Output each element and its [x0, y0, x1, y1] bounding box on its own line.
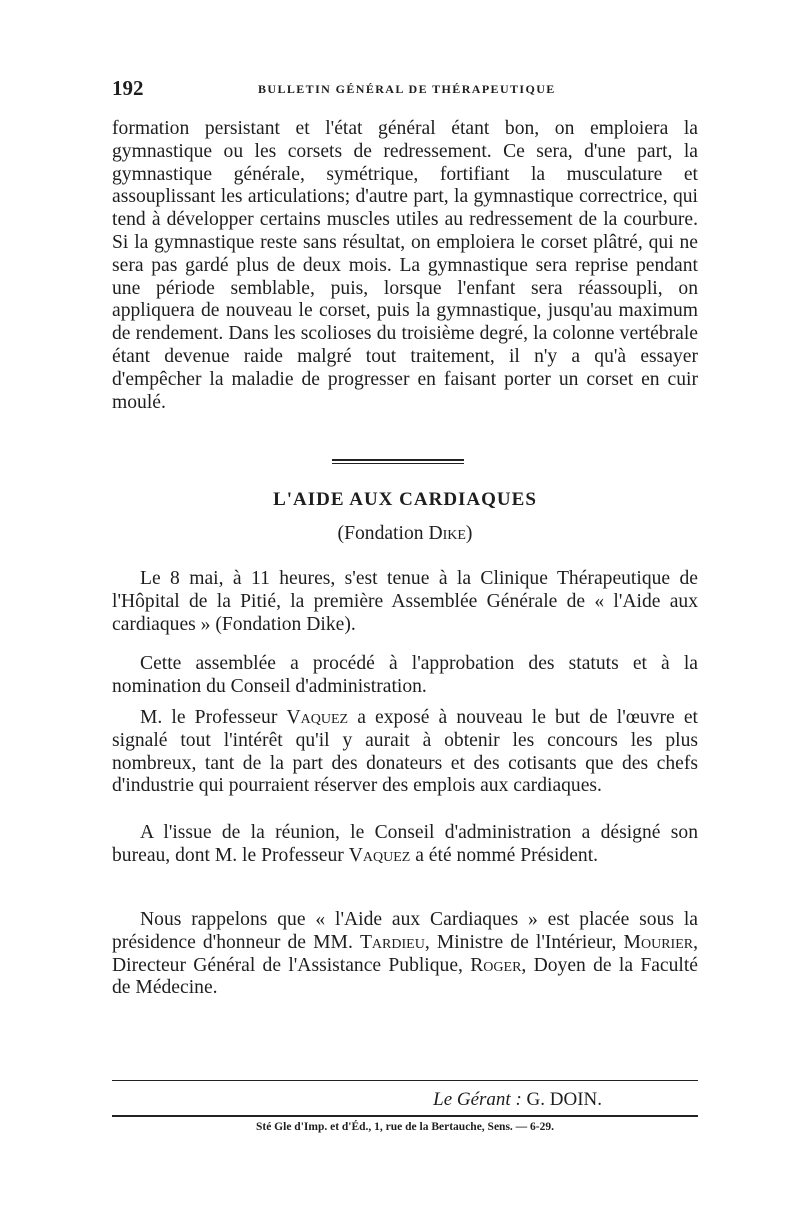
subtitle-name: Dike [428, 523, 466, 544]
printer-imprint: Sté Gle d'Imp. et d'Éd., 1, rue de la Bertauche, Sens. — 6-29. [255, 1121, 555, 1133]
page-number: 192 [112, 76, 144, 100]
gerant-label: Le Gérant : [433, 1089, 522, 1110]
paragraph-bureau [112, 822, 698, 868]
p6-text-c: , Directeur Général de l'Assistance Publique, [112, 931, 698, 976]
paragraph-vaquez [112, 707, 698, 798]
footer-rule-top [112, 1080, 698, 1081]
paragraph-assembly: Le 8 mai, à 11 heures, s'est tenue à la Clinique Thérapeutique de l'Hôpital de la Pitié, la première Assemblée Générale de « l'Aide aux cardiaques » (Fondation Dike). [112, 568, 698, 635]
subtitle-open: (Fondation [337, 523, 429, 544]
p6-text-b: , Ministre de l'Intérieur, [424, 931, 624, 953]
section-subtitle [112, 523, 698, 545]
section-title: L'AIDE AUX CARDIAQUES [273, 489, 537, 510]
gerant-line [112, 1089, 602, 1111]
p5-name: Vaquez [348, 844, 411, 866]
p6-name-mourier: Mourier [623, 931, 694, 953]
p6-name-roger: Roger [470, 954, 522, 976]
p6-text-a: Nous rappelons que « l'Aide aux Cardiaques » est placée sous la présidence d'honneur de MM. [112, 909, 698, 953]
p4-name: Vaquez [286, 707, 349, 728]
section-divider [332, 459, 464, 464]
paragraph-approval: Cette assemblée a procédé à l'approbation des statuts et à la nomination du Conseil d'administration. [112, 653, 698, 697]
page-header [112, 76, 692, 102]
subtitle-close: ) [465, 523, 473, 544]
p6-text-d: , Doyen de la Faculté de Médecine. [112, 954, 698, 999]
p4-text-a: M. le Professeur [140, 707, 287, 728]
p5-text-b: a été nommé Président. [410, 844, 599, 866]
p4-text-b: a exposé à nouveau le but de l'œuvre et signalé tout l'intérêt qu'il y aurait à obtenir les concours les plus nombreux, tant de la part des donateurs et des cotisants que des chefs d'industrie qui pourraient réserver des emplois aux cardiaques. [112, 707, 698, 797]
paragraph-presidency [112, 909, 698, 1000]
p5-text-a: A l'issue de la réunion, le Conseil d'administration a désigné son bureau, dont M. le Professeur [112, 822, 698, 866]
footer-rule-bottom [112, 1115, 698, 1117]
continuation-paragraph: formation persistant et l'état général étant bon, on emploiera la gymnastique ou les corsets de redressement. Ce sera, d'une part, la gymnastique générale, symétrique, fortifiant la musculature et assouplissant les articulations; d'autre part, la gymnastique correctrice, qui tend à développer certains muscles utiles au redressement de la courbure. Si la gymnastique reste sans résultat, on emploiera le corset plâtré, qui ne sera pas gardé plus de deux mois. La gymnastique sera reprise pendant une période semblable, puis, lorsque l'enfant sera réassoupli, on appliquera de nouveau le corset, puis la gymnastique, jusqu'au maximum de rendement. Dans les scolioses du troisième degré, la colonne vertébrale étant devenue raide malgré tout traitement, il n'y a qu'à essayer d'empêcher la maladie de progresser en faisant porter un corset en cuir moulé. [112, 118, 698, 413]
gerant-name: G. DOIN. [521, 1089, 602, 1110]
running-title: BULLETIN GÉNÉRAL DE THÉRAPEUTIQUE [258, 82, 556, 96]
p6-name-tardieu: Tardieu [359, 931, 425, 953]
